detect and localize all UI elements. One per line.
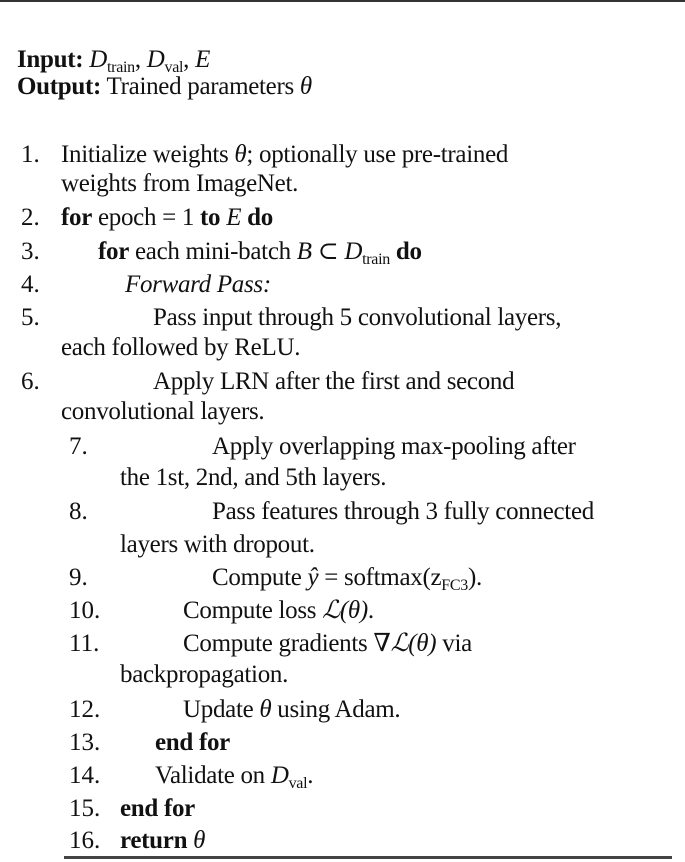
step-3-line: for each mini-batch B ⊂ $D_{train}$ do: [98, 238, 422, 268]
bottom-rule: [64, 856, 672, 859]
step-2-line: for epoch = 1 to E do: [61, 204, 273, 231]
step-number: 11.: [69, 630, 100, 657]
step-number: 14.: [69, 762, 101, 789]
step-number: 8.: [69, 498, 88, 525]
step-1-line-2: weights from ImageNet.: [61, 170, 299, 197]
step-15-line: end for: [120, 795, 195, 822]
output-label: Output:: [17, 73, 102, 100]
step-5-line-2: each followed by ReLU.: [61, 334, 301, 361]
step-8-line-1: Pass features through 3 fully connected: [212, 498, 594, 525]
top-rule: [0, 0, 685, 2]
step-6-line-2: convolutional layers.: [61, 398, 265, 425]
step-number: 7.: [69, 433, 88, 460]
step-number: 2.: [21, 204, 40, 231]
input-label: Input:: [17, 46, 84, 73]
step-7-line-1: Apply overlapping max-pooling after: [212, 433, 576, 460]
step-number: 16.: [69, 827, 101, 854]
step-4-line: Forward Pass:: [125, 271, 271, 298]
step-16-line: return θ: [120, 827, 206, 854]
step-10-line: Compute loss ℒ(θ).: [183, 597, 374, 624]
step-9-line: Compute ŷ = $softmax(z_{FC3})$.: [212, 564, 482, 594]
step-number: 12.: [69, 696, 101, 723]
step-6-line-1: Apply LRN after the first and second: [153, 368, 515, 395]
step-11-line-1: Compute gradients ∇ℒ(θ) via: [183, 630, 472, 657]
step-number: 3.: [21, 238, 40, 265]
step-5-line-1: Pass input through 5 convolutional layers,: [153, 304, 562, 331]
step-number: 1.: [21, 141, 40, 168]
step-12-line: Update θ using Adam.: [183, 696, 401, 723]
step-8-line-2: layers with dropout.: [120, 531, 315, 558]
output-line: Output: Trained parameters θ: [17, 73, 312, 100]
step-number: 4.: [21, 271, 40, 298]
step-13-line: end for: [155, 729, 230, 756]
input-line: Input: $D_{train}$, $D_{val}$, E: [17, 46, 211, 76]
step-7-line-2: the 1st, 2nd, and 5th layers.: [120, 464, 387, 491]
step-number: 15.: [69, 795, 101, 822]
step-number: 9.: [69, 564, 88, 591]
step-number: 5.: [21, 304, 40, 331]
step-number: 10.: [69, 597, 101, 624]
step-number: 13.: [69, 729, 101, 756]
step-11-line-2: backpropagation.: [120, 661, 289, 688]
step-1-line-1: Initialize weights θ; optionally use pre-trained: [61, 141, 509, 168]
step-number: 6.: [21, 368, 40, 395]
step-14-line: Validate on $D_{val}$.: [155, 762, 314, 792]
